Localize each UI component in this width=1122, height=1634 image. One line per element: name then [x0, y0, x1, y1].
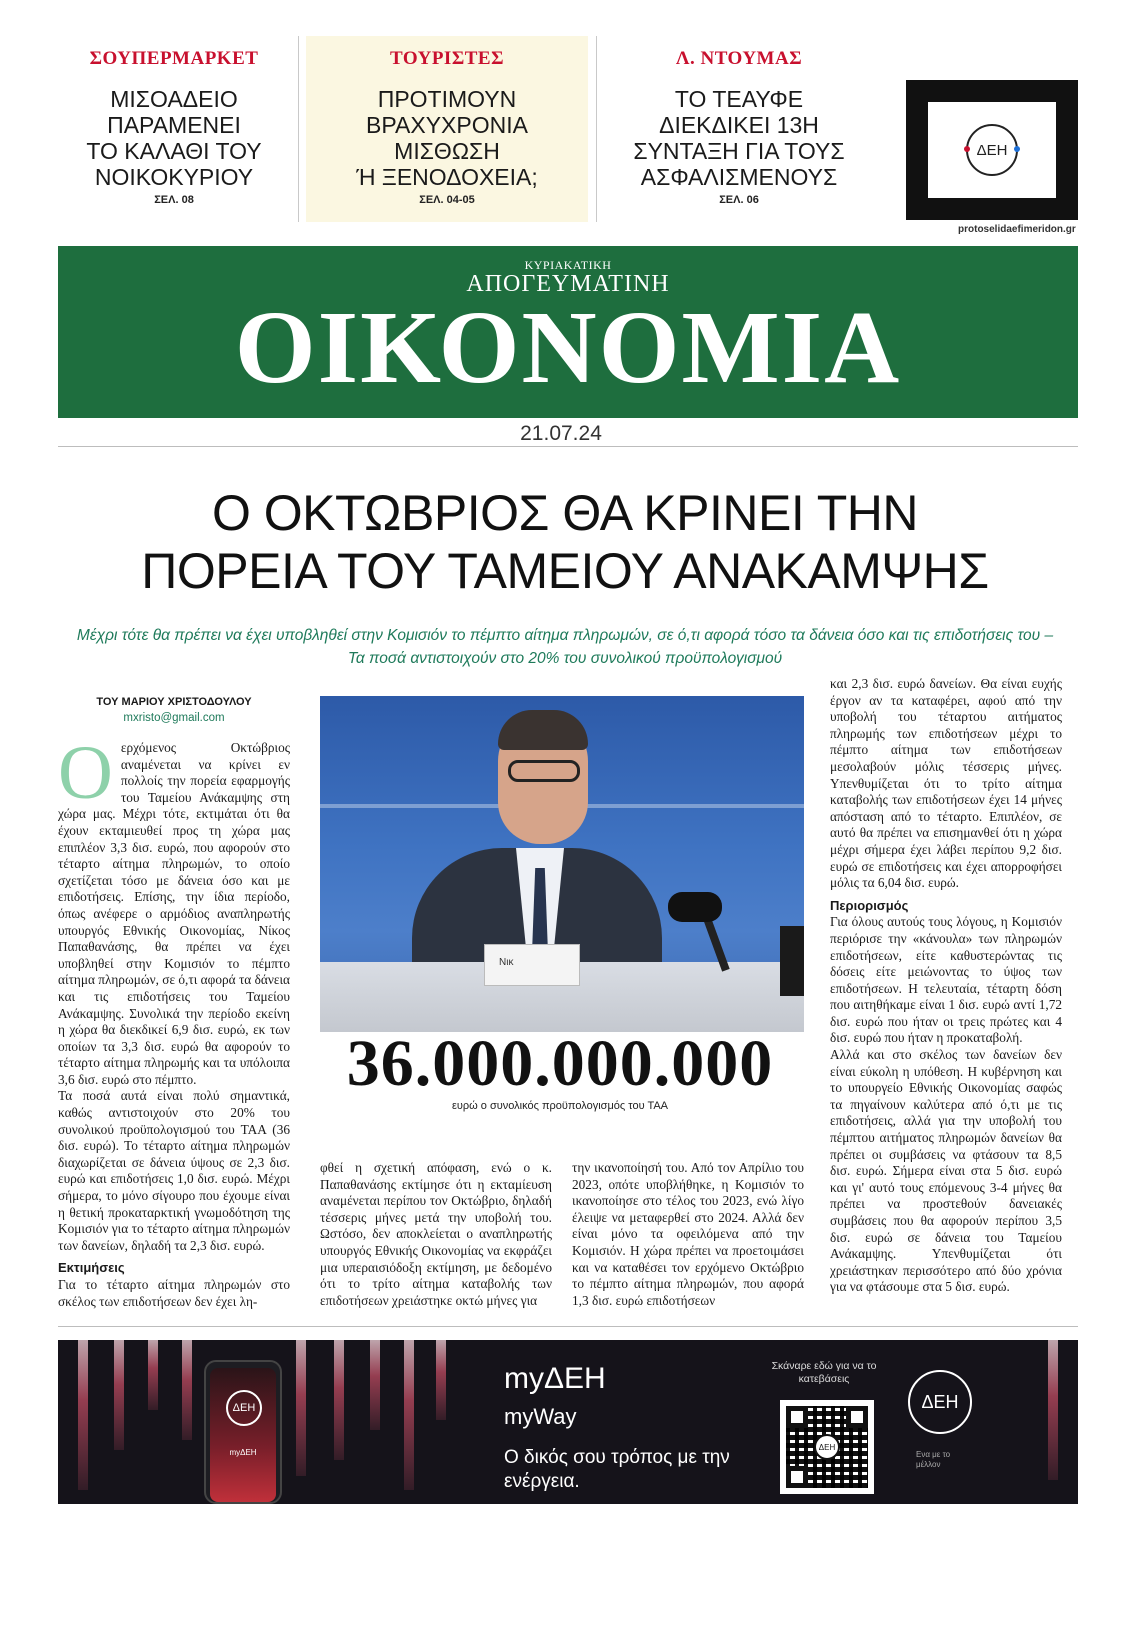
column-divider — [596, 36, 597, 222]
issue-date: 21.07.24 — [520, 422, 602, 445]
qr-instruction: Σκάναρε εδώ για να το κατεβάσεις — [771, 1360, 877, 1385]
article-title — [40, 484, 1090, 600]
author-email[interactable]: mxristo@gmail.com — [123, 712, 225, 724]
decorative-light-bar — [182, 1340, 192, 1440]
article-byline: ΤΟΥ ΜΑΡΙΟΥ ΧΡΙΣΤΟΔΟΥΛΟΥ — [96, 696, 252, 708]
photo-glasses — [508, 760, 580, 782]
teaser-headline-line: ΤΟ ΤΕΑΥΦΕ — [674, 86, 804, 112]
teaser-headline-line: Ή ΞΕΝΟΔΟΧΕΙΑ; — [356, 164, 538, 190]
teaser-kicker: ΤΟΥΡΙΣΤΕΣ — [389, 48, 505, 69]
teaser-headline-line: ΣΥΝΤΑΞΗ ΓΙΑ ΤΟΥΣ — [633, 138, 845, 164]
photo-nameplate: Νικ — [484, 944, 580, 986]
teaser-headline-line: ΝΟΙΚΟΚΥΡΙΟΥ — [94, 164, 254, 190]
decorative-light-bar — [114, 1340, 124, 1450]
decorative-light-bar — [404, 1340, 414, 1490]
photo-person-hair — [498, 710, 588, 750]
article-photo — [320, 696, 804, 1032]
masthead-publication: ΑΠΟΓΕΥΜΑΤΙΝΗ — [466, 271, 670, 297]
teaser-headline — [604, 86, 874, 190]
paragraph: Τα ποσά αυτά είναι πολύ σημαντικά, καθώς αντιστοιχούν στο 20% του συνολικού προϋπολογισμού του ΤΑΑ (36 δισ. ευρώ). Το τέταρτο αίτημα πληρωμών διαχωρίζεται σε δάνεια ύψους σε 2,3 δισ. ευρώ και επιδοτήσεις 1,0 δισ. ευρώ. Μέχρι σήμερα, το μόνο σίγουρο που έχουμε είναι η θετική προκαταρκτική γνωμοδότηση της Κομισιόν για το τέταρτο αίτημα πληρωμών των δανείων, δηλαδή τα 2,3 δισ. ευρώ. — [58, 1088, 290, 1253]
ad-tagline: Ο δικός σου τρόπος με την ενέργεια. — [504, 1447, 730, 1492]
decorative-light-bar — [1048, 1340, 1058, 1480]
decorative-light-bar — [334, 1340, 344, 1460]
bottom-advertisement[interactable] — [58, 1340, 1078, 1504]
microphone-icon — [780, 926, 804, 996]
qr-pattern — [786, 1406, 868, 1488]
teaser-headline-line: ΜΙΣΘΩΣΗ — [394, 138, 500, 164]
paragraph: Για όλους αυτούς τους λόγους, η Κομισιόν περιόρισε την «κάνουλα» των πληρωμών επιδοτήσεων, είτε καθυστερώντας τις δόσεις είτε μειώνοντας το ύψος των επιδοτήσεων. Η τελευταία, τέταρτη δόση που αιτηθήκαμε είναι 1 δισ. ευρώ αντί 1,72 δισ. ευρώ που ήταν οι τρεις πρώτες και 4 δισ. ευρώ που ήταν η προκαταβολή. — [830, 914, 1062, 1046]
paragraph: Αλλά και στο σκέλος των δανείων δεν είναι εύκολη η υπόθεση. Η κυβέρνηση και το υπουργείο Εθνικής Οικονομίας σαφώς τα πηγαίνουν καλύτερα από ό,τι με τις επιδοτήσεις, αλλά για την υποβολή του πέμπτου αιτήματος πληρωμών δανείων θα πρέπει οι συμβάσεις να φτάσουν τα 8,5 δισ. ευρώ. Σήμερα είναι στα 5 δισ. ευρώ και γι' αυτό τους επόμενους 3-4 μήνες θα πρέπει να προστεθούν δανειακές συμβάσεις που θα αφορούν περίπου 3,5 δισ. ευρώ σε δάνεια του Ταμείου Ανάκαμψης. Υπενθυμίζεται ότι χρειάστηκαν περισσότερο από δύο χρόνια για να φτάσουμε στα 5 δισ. ευρώ. — [830, 1047, 1062, 1295]
top-advertisement[interactable] — [906, 80, 1078, 220]
phone-mockup — [204, 1360, 282, 1504]
teaser-page-ref: ΣΕΛ. 06 — [719, 194, 759, 206]
masthead — [58, 246, 1078, 418]
qr-logo: ΔΕΗ — [814, 1434, 840, 1460]
deh-logo-icon: ΔΕΗ — [226, 1390, 262, 1426]
phone-app-name: myΔΕΗ — [229, 1448, 257, 1457]
masthead-section-title: ΟΙΚΟΝΟΜΙΑ — [234, 290, 902, 405]
teaser-headline-line: ΠΑΡΑΜΕΝΕΙ — [107, 112, 241, 138]
highlight-number: 36.000.000.000 — [346, 1027, 774, 1100]
article-subtitle: Μέχρι τότε θα πρέπει να έχει υποβληθεί στην Κομισιόν το πέμπτο αίτημα πληρωμών, σε ό,τι αφορά τόσο τα δάνεια όσο και τις επιδοτήσεις του – Τα ποσά αντιστοιχούν στο 20% του συνολικού προϋπολογισμού — [76, 627, 1054, 667]
decorative-light-bar — [78, 1340, 88, 1490]
teaser-kicker: ΣΟΥΠΕΡΜΑΡΚΕΤ — [89, 48, 259, 69]
microphone-icon — [668, 892, 722, 922]
ad-white-panel — [928, 102, 1056, 198]
decorative-light-bar — [148, 1340, 158, 1410]
decorative-light-bar — [296, 1340, 306, 1476]
qr-finder — [786, 1466, 808, 1488]
ad-small-print: Ενα με το μέλλον — [916, 1450, 951, 1469]
teaser-supermarket[interactable] — [58, 36, 290, 222]
column-divider — [298, 36, 299, 222]
article-column-2: φθεί η σχετική απόφαση, ενώ ο κ. Παπαθανάσης εκτίμησε ότι η εκταμίευση αναμένεται περίπου τον Οκτώβριο, δηλαδή τέσσερις μήνες μετά την υποβολή του. Ωστόσο, δεν αποκλείεται ο αναπληρωτής υπουργός Εθνικής Οικονομίας να εκφράζει μια υπεραισιόδοξη εκτίμηση, με δεδομένο ότι το τρίτο αίτημα καταβολής των επιδοτήσεων χρειάστηκε οκτώ μήνες για — [320, 1160, 552, 1308]
highlight-number-caption: ευρώ ο συνολικός προϋπολογισμός του ΤΑΑ — [451, 1100, 669, 1112]
phone-screen — [210, 1368, 276, 1502]
qr-finder — [846, 1406, 868, 1428]
teaser-headline-line: ΠΡΟΤΙΜΟΥΝ — [377, 86, 517, 112]
article-title-line: ΠΟΡΕΙΑ ΤΟΥ ΤΑΜΕΙΟΥ ΑΝΑΚΑΜΨΗΣ — [141, 543, 989, 599]
divider — [58, 1326, 1078, 1327]
masthead-supertitle: ΚΥΡΙΑΚΑΤΙΚΗ — [524, 258, 612, 272]
teaser-tourists[interactable] — [306, 36, 588, 222]
dropcap: Ο — [58, 731, 113, 815]
section-subhead: Περιορισμός — [830, 897, 909, 913]
divider — [58, 446, 1078, 447]
article-title-line: Ο ΟΚΤΩΒΡΙΟΣ ΘΑ ΚΡΙΝΕΙ ΤΗΝ — [212, 485, 918, 541]
teaser-headline-line: ΤΟ ΚΑΛΑΘΙ ΤΟΥ — [86, 138, 262, 164]
decorative-light-bar — [370, 1340, 380, 1430]
teaser-page-ref: ΣΕΛ. 08 — [154, 194, 194, 206]
article-column-1 — [58, 731, 290, 1310]
deh-logo-icon: ΔΕΗ — [966, 124, 1018, 176]
teaser-page-ref: ΣΕΛ. 04-05 — [419, 194, 475, 206]
teaser-headline-line: ΒΡΑΧΥΧΡΟΝΙΑ — [366, 112, 528, 138]
qr-finder — [786, 1406, 808, 1428]
teaser-headline-line: ΑΣΦΑΛΙΣΜΕΝΟΥΣ — [640, 164, 838, 190]
teaser-kicker: Λ. ΝΤΟΥΜΑΣ — [675, 48, 803, 69]
teaser-headline-line: ΔΙΕΚΔΙΚΕΙ 13Η — [659, 112, 819, 138]
paragraph: Για το τέταρτο αίτημα πληρωμών στο σκέλος των επιδοτήσεων δεν έχει λη- — [58, 1277, 290, 1309]
ad-brand-name: myΔΕΗ — [504, 1362, 606, 1395]
paragraph: και 2,3 δισ. ευρώ δανείων. Θα είναι ευχής έργον αν τα καταφέρει, αφού από την υποβολή του τέταρτου αιτήματος πληρωμής των επιδοτήσεων μέχρι το πέμπτο αίτημα των επιδοτήσεων μεσολαβούν μόλις τέσσερις μήνες. Υπενθυμίζεται ότι το τρίτο αίτημα καταβολής των επιδοτήσεων έχει 14 μήνες απόσταση από το τέταρτο. Επιπλέον, σε αυτό θα πρέπει να επισημανθεί ότι η χώρα μέχρι σήμερα έχει λάβει περίπου 9,2 δισ. ευρώ σε επιδοτήσεις και έχει απορροφήσει μόλις τα 6,04 δισ. ευρώ. — [830, 676, 1062, 891]
article-column-4 — [830, 676, 1062, 1296]
paragraph: ερχόμενος Οκτώβριος αναμένεται να κρίνει εν πολλοίς την πορεία εφαρμογής του Ταμείου Ανάκαμψης στη χώρα μας. Μέχρι τότε, εκτιμάται ότι θα έχουν εκταμιευθεί προς τη χώρα μας επιπλέον 3,3 δισ. ευρώ, που αφορούν στο τέταρτο αίτημα πληρωμών, το οποίο σχετίζεται τόσο με δάνεια όσο και με επιδοτήσεις. Επίσης, την ίδια περίοδο, όπως ανέφερε ο αρμόδιος αναπληρωτής υπουργός Εθνικής Οικονομίας, Νίκος Παπαθανάσης, θα πρέπει να έχει υποβληθεί στην Κομισιόν το πέμπτο αίτημα πληρωμών, σε ό,τι αφορά τα δάνεια και τις επιδοτήσεις του Ταμείου Ανάκαμψης. Συνολικά την περίοδο εκείνη η χώρα θα διεκδικεί 6,9 δισ. ευρώ, εκ των οποίων τα 3,3 δισ. ευρώ θα αφορούν το τέταρτο αίτημα πληρωμής και τα υπόλοιπα 3,6 δισ. ευρώ στο πέμπτο. — [58, 740, 290, 1087]
qr-code-icon[interactable] — [780, 1400, 874, 1494]
teaser-headline-line: ΜΙΣΟΑΔΕΙΟ — [110, 86, 238, 112]
teaser-doumas[interactable] — [604, 36, 874, 222]
teaser-headline — [306, 86, 588, 190]
deh-logo-icon: ΔΕΗ — [908, 1370, 972, 1434]
source-url[interactable]: protoselidaefimeridon.gr — [958, 224, 1076, 235]
ad-brand-slogan: myWay — [504, 1404, 577, 1429]
teaser-headline — [58, 86, 290, 190]
decorative-light-bar — [436, 1340, 446, 1420]
article-column-3: την ικανοποίησή του. Από τον Απρίλιο του 2023, οπότε υποβλήθηκε, η Κομισιόν το ικανοποίησε στο τέλος του 2023, ενώ λίγο έλειψε να μεταφερθεί στο 2024. Αλλά δεν είναι μόνο τα οφειλόμενα από την Κομισιόν. Η χώρα πρέπει να προετοιμάσει και να καταθέσει τον ερχόμενο Οκτώβριο το πέμπτο αίτημα πληρωμών, που αφορά 1,3 δισ. ευρώ επιδοτήσεων — [572, 1160, 804, 1308]
section-subhead: Εκτιμήσεις — [58, 1260, 125, 1276]
